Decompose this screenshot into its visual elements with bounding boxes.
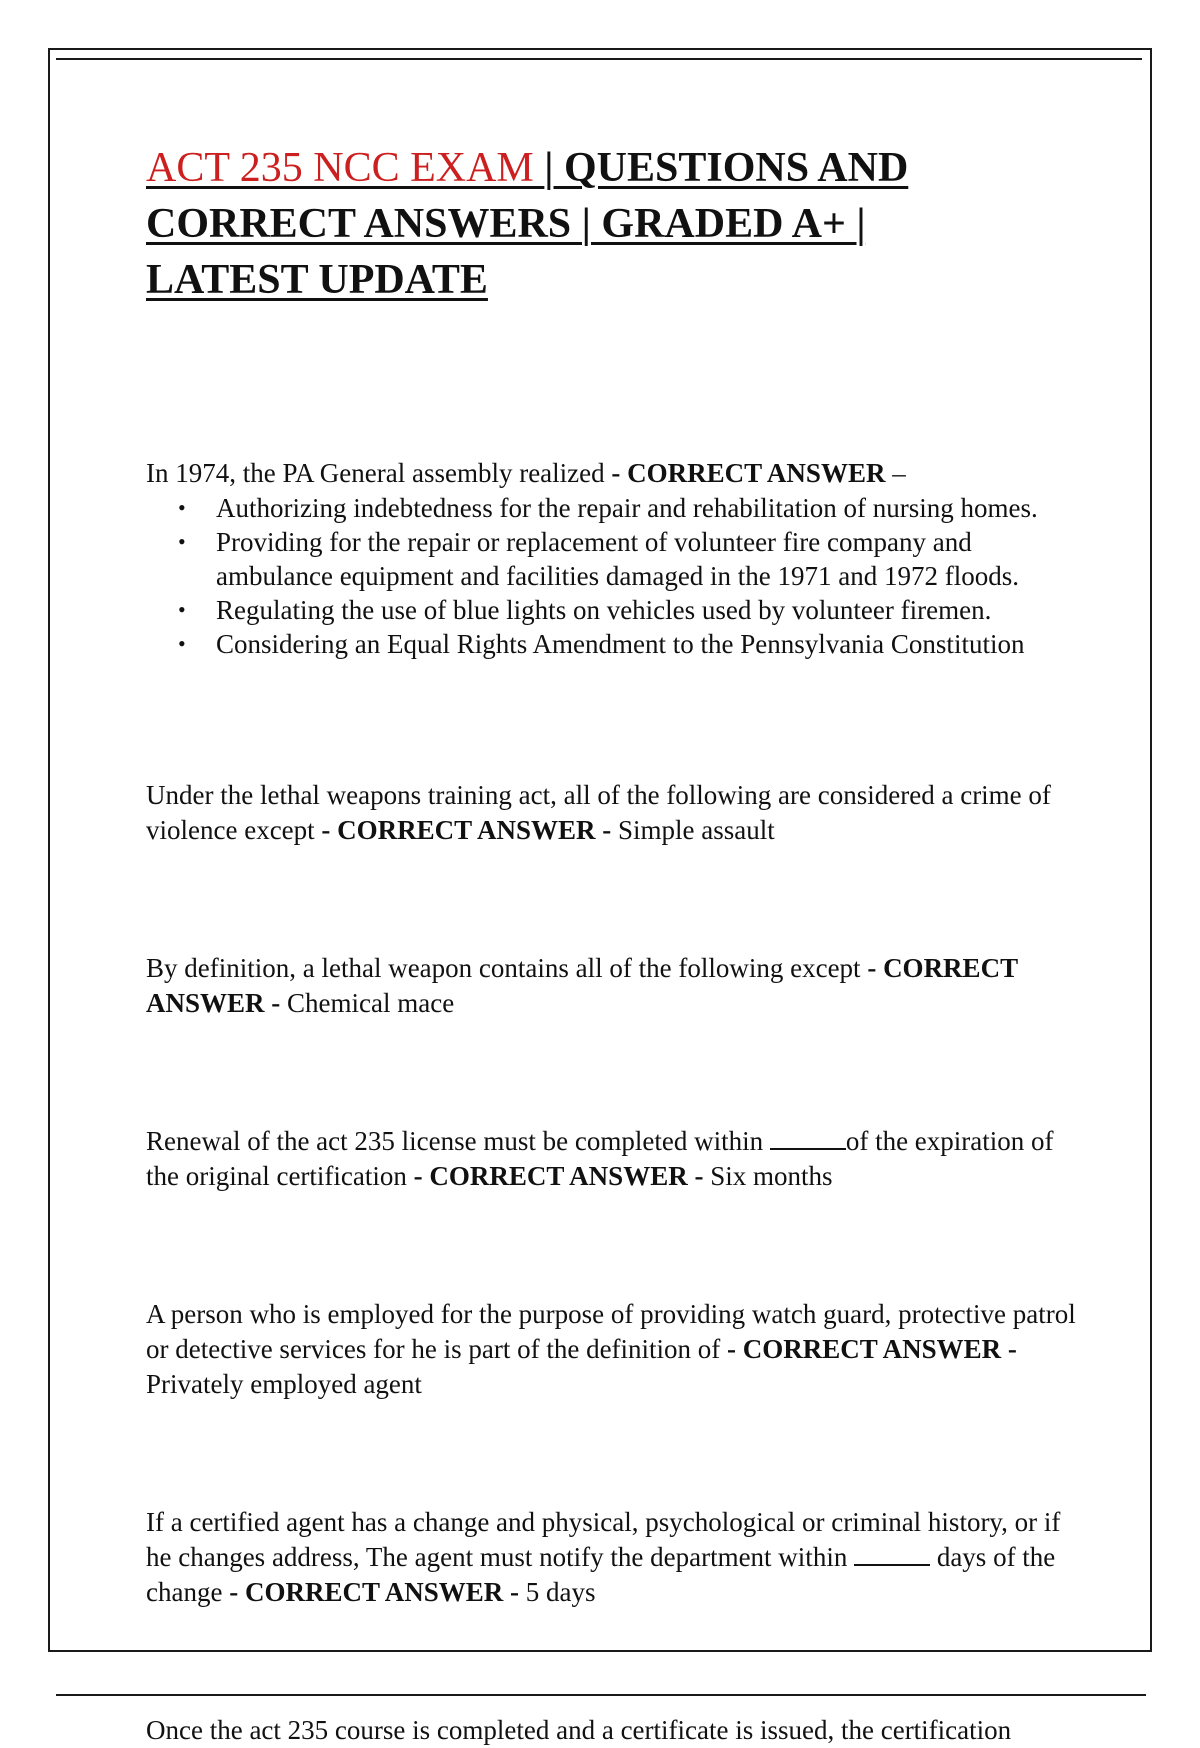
title-red-part: ACT 235 NCC EXAM (146, 145, 545, 191)
answer-text: Privately employed agent (146, 1369, 422, 1399)
answer-text: 5 days (525, 1577, 596, 1607)
answer-text: Simple assault (617, 815, 775, 845)
question-text: Once the act 235 course is completed and a certificate is issued, the certification (146, 1715, 1012, 1745)
answer-text: Six months (710, 1161, 833, 1191)
list-item-text: Considering an Equal Rights Amendment to the Pennsylvania Constitution (216, 629, 1025, 659)
question-text: Renewal of the act 235 license must be completed within (146, 1126, 770, 1156)
answer-marker: - CORRECT ANSWER - (229, 1577, 520, 1607)
qa-item-1 (146, 456, 1076, 491)
qa-item-3 (146, 951, 1076, 1021)
qa-item-5 (146, 1297, 1076, 1402)
list-item-text: Regulating the use of blue lights on vehicles used by volunteer firemen. (216, 595, 992, 625)
question-text: Under the lethal weapons training act, all of the following are considered a crime of violence except (146, 780, 1051, 845)
list-item-text: Providing for the repair or replacement of volunteer fire company and ambulance equipment and facilities damaged in the 1971 and 1972 floods. (216, 527, 1020, 591)
question-text: In 1974, the PA General assembly realized (146, 458, 605, 488)
question-text-cont: days of the change (146, 1542, 1056, 1607)
list-item: • Authorizing indebtedness for the repair and rehabilitation of nursing homes. (178, 493, 1038, 523)
answer-marker: CORRECT ANSWER (627, 458, 886, 488)
qa-item-2 (146, 778, 1076, 848)
question-text: A person who is employed for the purpose of providing watch guard, protective patrol or detective services for he is part of the definition of (146, 1299, 1076, 1364)
question-text: If a certified agent has a change and physical, psychological or criminal history, or if he changes address, The agent must notify the department within (146, 1507, 1061, 1572)
answer-text: Chemical mace (287, 988, 455, 1018)
document-title (146, 140, 1006, 308)
answer-marker: - CORRECT ANSWER - (321, 815, 612, 845)
fill-in-blank (854, 1542, 930, 1566)
frame-top-rule (56, 58, 1142, 60)
qa-item-7 (146, 1713, 1076, 1748)
trailing-dash: – (885, 458, 906, 488)
answer-marker: - CORRECT ANSWER - (413, 1161, 704, 1191)
question-text: By definition, a lethal weapon contains all of the following except (146, 953, 861, 983)
fill-in-blank (770, 1126, 846, 1150)
list-item-text: Authorizing indebtedness for the repair and rehabilitation of nursing homes. (216, 493, 1038, 523)
answer-marker: - CORRECT ANSWER - (146, 953, 1018, 1018)
title-rest: | QUESTIONS AND CORRECT ANSWERS | GRADED A+ | LATEST UPDATE (146, 145, 909, 303)
document-body (146, 140, 1076, 1748)
answer-marker: - CORRECT ANSWER - (727, 1334, 1017, 1364)
qa-item-6 (146, 1505, 1076, 1610)
separator: - (604, 458, 628, 488)
question-text-cont: of the expiration of the original certification (146, 1126, 1054, 1191)
list-item: • Considering an Equal Rights Amendment to the Pennsylvania Constitution (178, 629, 1025, 659)
list-item: • Regulating the use of blue lights on vehicles used by volunteer firemen. (178, 595, 992, 625)
qa-item-4 (146, 1124, 1076, 1194)
list-item: • Providing for the repair or replacement of volunteer fire company and ambulance equipment and facilities damaged in the 1971 and 1972 floods. (178, 527, 1020, 591)
answer-list (146, 491, 1076, 661)
